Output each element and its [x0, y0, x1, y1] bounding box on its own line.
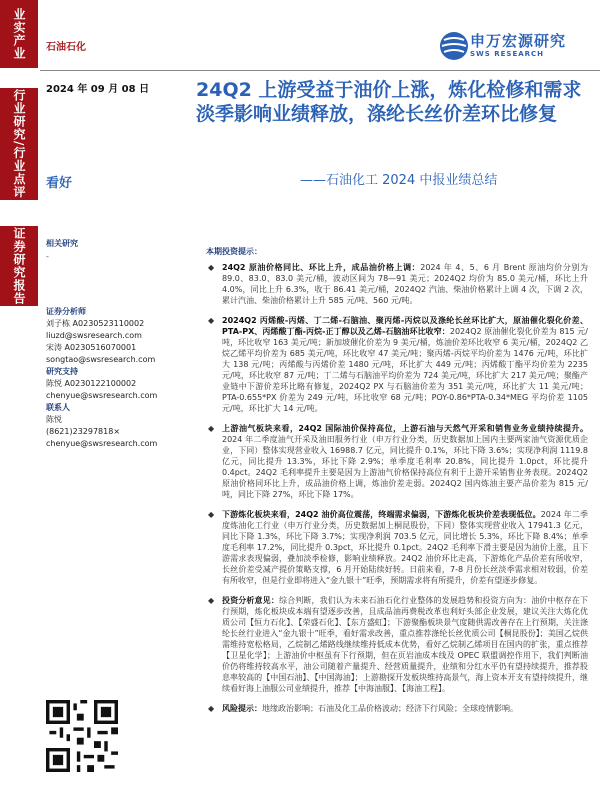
- analyst-email[interactable]: liuzd@swsresearch.com: [46, 331, 142, 340]
- point-body: 地缘政治影响；石油及化工品价格波动；经济下行风险；全球疫情影响。: [262, 704, 518, 713]
- band-label-2: 行业研究/行业点评: [12, 89, 26, 199]
- list-item: [206, 703, 588, 714]
- related-research-label: 相关研究: [46, 239, 78, 248]
- analyst-section: [46, 306, 196, 450]
- industry-label: 石油石化: [46, 42, 86, 53]
- analysts-label: 证券分析师: [46, 307, 86, 316]
- report-subtitle: ——石油化工 2024 中报业绩总结: [300, 173, 498, 188]
- contact-label: 联系人: [46, 403, 70, 412]
- analyst-email[interactable]: songtao@swsresearch.com: [46, 355, 156, 364]
- point-body: 2024 年二季度油气开采及油田服务行业（申万行业分类，历史数据加上国内主要两家油气资源优质企业，下同）整体实现营业收入 16988.7 亿元，同比提升 0.1%，环比下降 3.6%；实现净利润 1119.8 亿元，同比提升 13.3%，环比下降 2.9%；单季度毛利率 20.8%，同比提升 1.0pct，环比提升 0.4pct。24Q2 毛利率提升主要是因为上游油气价格保持高位有利于上游开采销售业务表现。2024Q2 原油价格同环比上升，成品油价格上调，炼油价差走弱。2024Q2 国内炼油主要产品价差为 815 元/吨，同比下降 27%，环比下降 17%。: [222, 435, 588, 499]
- bullet-icon: ◆: [208, 263, 215, 272]
- point-lead: 24Q2 原油价格同比、环比上升，成品油价格上调：: [222, 263, 421, 272]
- highlights-list: [206, 262, 588, 723]
- point-body: 2024 年二季度炼油化工行业（申万行业分类，历史数据加上桐昆股份，下同）整体实现营业收入 17941.3 亿元，同比下降 1.3%，环比下降 3.7%；实现净利润 703.5 亿元，同比增长 5.3%，环比下降 8.4%；单季度毛利率 17.2%，同比提升 0.3pct，环比提升 0.1pct。24Q2 毛利率下滑主要是因为油价上涨，且下游需求表现偏弱，叠加淡季检修，影响业绩释放。24Q2 油价环比走高，下游炼化产品价差有所收窄，长丝价差受减产提价策略支撑，6 月开始陆续好转。日前来看，7-8 月份长丝淡季需求相对较弱，价差有所收窄，但是行业即将进入“金九银十”旺季，预期需求将有所提升，价差有望逐步修复。: [222, 510, 588, 585]
- point-lead: 投资分析意见：: [222, 596, 279, 605]
- research-support-label: 研究支持: [46, 367, 78, 376]
- point-body: 2024Q2 原油催化裂化价差为 815 元/吨，环比收窄 163 美元/吨；新加坡催化价差为 9 美元/桶，炼油价差环比收窄 6 美元/桶，2024Q2 乙烷乙烯平均价差为 685 美元/吨，环比收窄 47 美元/吨；聚丙烯-丙烷平均价差为 1476 元/吨，环比扩大 138 元/吨；丙烯酸与丙烯价差 1480 元/吨，环比扩大 449 元/吨；丙烯酸丁酯平均价差为 2235 元/吨，环比收窄 87 元/吨；丁二烯与石脑油平均价差为 724 美元/吨，环比扩大 217 美元/吨；聚酯产业链中下游价差环比略有修复，2024Q2 PX 与石脑油价差为 351 美元/吨，环比扩大 11 美元/吨；PTA-0.655*PX 价差为 249 元/吨，环比收窄 68 元/吨；POY-0.86*PTA-0.34*MEG 平均价差 1105 元/吨，环比扩大 14 元/吨。: [222, 327, 588, 413]
- bullet-icon: ◆: [208, 704, 215, 713]
- contact-email[interactable]: chenyue@swsresearch.com: [46, 439, 158, 448]
- analyst-line: 宋涛 A0230516070001: [46, 343, 137, 352]
- logo-text-en: SWS RESEARCH: [470, 50, 545, 58]
- point-body: 2024 年 4、5、6 月 Brent 原油均价分别为 89.0、83.0、83.0 美元/桶，波动区间为 78—91 美元；2024Q2 均价为 85.0 美元/桶，环比上升 4.0%，同比上升 6.3%，收于 86.41 美元/桶，2024Q2 汽油、柴油价格累计上调 4 次，下调 2 次，累计汽油、柴油价格累计上升 585 元/吨、560 元/吨。: [222, 263, 588, 305]
- analyst-line: 刘子栋 A0230523110002: [46, 319, 145, 328]
- related-research-empty: -: [46, 252, 49, 261]
- list-item: [206, 423, 588, 500]
- point-body: 综合判断，我们认为未来石油石化行业整体的发展趋势和投资方向为：油价中枢存在下行预期，炼化板块成本端有望逐步改善，且成品油再费税改革也利好头部企业发展，建议关注大炼化优质公司【恒力石化】、【荣盛石化】、【东方盛虹】；下游聚酯板块景气度随供需改善存在上行预期，关注涤纶长丝行业进入“金九银十”旺季，看好需求改善，重点推荐涤纶长丝优质公司【桐昆股份】；美国乙烷供需维持宽松格局，乙烷制乙烯路线继续维持低成本优势，看好乙烷制乙烯项目在国内的扩张，重点推荐【卫星化学】；上游油价中枢虽有下行预期，但在页岩油成本线及 OPEC 联盟调控作用下，我们判断油价仍将维持较高水平，油公司随着产量提升、经营质量提升，业绩和分红水平仍有望持续提升，推荐股息率较高的【中国石油】、【中国海油】；上游勘探开发板块维持高景气，海上资本开支有望持续提升，继续看好海上油服公司业绩提升，推荐【中海油服】、【海油工程】。: [222, 596, 589, 693]
- band-industry-label: [0, 0, 38, 68]
- band-label-3: 证券研究报告: [12, 227, 26, 305]
- list-item: [206, 262, 588, 306]
- left-band: [0, 0, 38, 800]
- highlights-title: 本期投资提示：: [206, 247, 262, 256]
- list-item: [206, 315, 588, 414]
- point-lead: 上游油气板块来看，24Q2 国际油价保持高位，上游石油与天然气开采和销售业务业绩持续提升。: [222, 424, 588, 433]
- logo-text-cn: 申万宏源研究: [470, 32, 567, 50]
- contact-name: 陈悦: [46, 415, 62, 424]
- bullet-icon: ◆: [208, 596, 215, 605]
- header-divider: [40, 70, 600, 71]
- assistant-email[interactable]: chenyue@swsresearch.com: [46, 391, 158, 400]
- assistant-line: 陈悦 A0230122100002: [46, 379, 137, 388]
- report-date: 2024 年 09 月 08 日: [46, 84, 150, 95]
- list-item: [206, 595, 588, 694]
- point-lead: 下游炼化板块来看，24Q2 油价高位震荡，终端需求偏弱，下游炼化板块价差表现低位。: [222, 510, 541, 519]
- report-title: 24Q2 上游受益于油价上涨，炼化检修和需求淡季影响业绩释放，涤纶长丝价差环比修复: [196, 79, 582, 125]
- rating-label: 看好: [46, 176, 73, 191]
- point-lead: 2024Q2 丙烯酸-丙烯、丁二烯-石脑油、聚丙烯-丙烷以及涤纶长丝环比扩大，原油催化裂化价差、PTA-PX、丙烯酸丁酯-丙烷-正丁醇以及乙烯-石脑油环比收窄：: [222, 316, 588, 336]
- bullet-icon: ◆: [208, 316, 215, 325]
- contact-phone: (8621)23297818×: [46, 427, 121, 436]
- band-securities-label: [0, 226, 38, 306]
- list-item: [206, 509, 588, 586]
- bullet-icon: ◆: [208, 510, 215, 519]
- bullet-icon: ◆: [208, 424, 215, 433]
- band-label-1: 业实产业: [12, 8, 26, 60]
- qr-code-icon[interactable]: [46, 700, 118, 772]
- point-lead: 风险提示：: [222, 704, 262, 713]
- band-report-type-label: [0, 88, 38, 200]
